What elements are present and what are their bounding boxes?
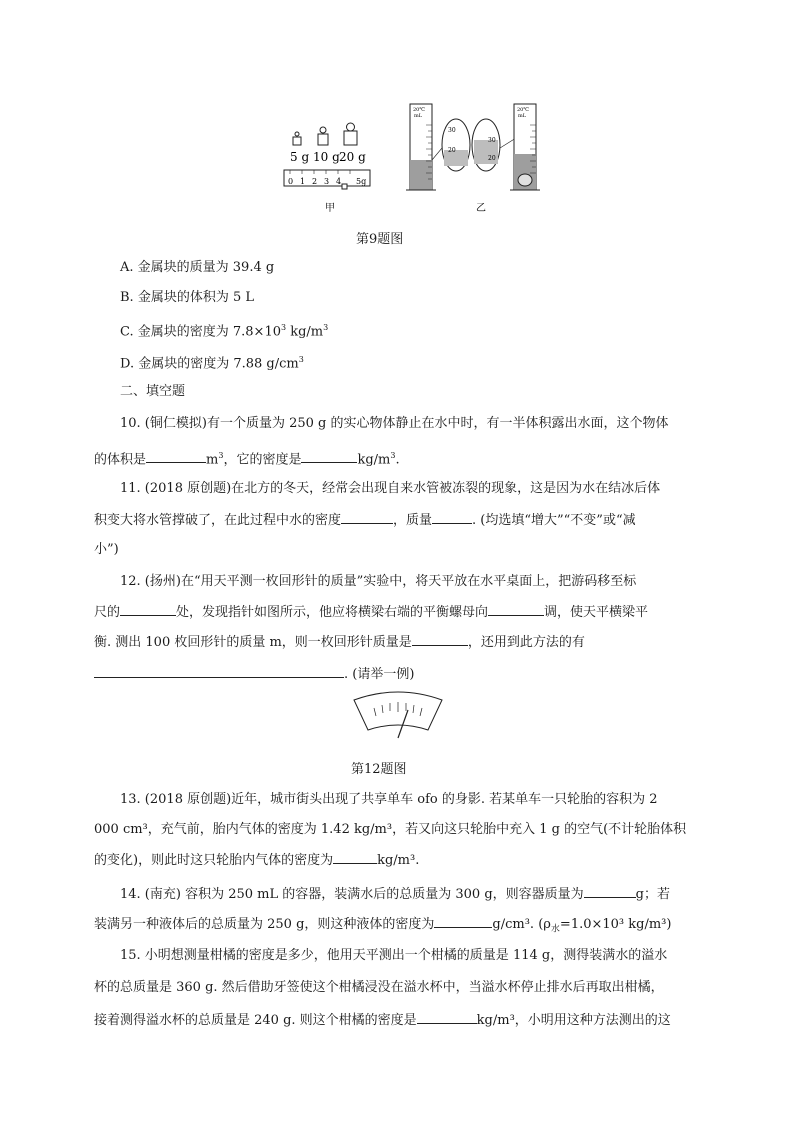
q12-text-c: 调，使天平横梁平	[544, 605, 649, 620]
weight-10g-icon	[318, 127, 328, 145]
q14-line2	[94, 914, 794, 940]
q10-text-b: m	[206, 452, 219, 468]
weight-5g-icon	[293, 132, 301, 145]
q12-blank-mass[interactable]	[412, 632, 468, 646]
cylinder-right	[510, 104, 540, 190]
ruler-tick-3: 3	[324, 177, 330, 186]
option-d-text: D. 金属块的密度为 7.88 g/cm	[120, 356, 299, 372]
q12-blank-position[interactable]	[120, 602, 176, 616]
option-c-exp: 3	[281, 323, 287, 332]
figure-label-jia: 甲	[325, 203, 335, 214]
q12-text-example: . (请举一例)	[344, 667, 415, 682]
q14-blank-density[interactable]	[434, 914, 492, 928]
q13-text-a: 的变化)，则此时这只轮胎内气体的密度为	[94, 853, 334, 868]
right-cylinder-unit: mL	[518, 113, 527, 119]
right-cylinder-temp: 20℃	[517, 107, 529, 113]
ruler-tick-5g: 5g	[356, 177, 367, 186]
left-cylinder-temp: 20℃	[413, 107, 425, 113]
ruler-ticks	[290, 170, 350, 174]
option-c-unit-exp: 3	[323, 323, 329, 332]
q11-text-b: ，质量	[393, 513, 433, 528]
option-b: B. 金属块的体积为 5 L	[120, 290, 254, 305]
figure-9-caption: 第9题图	[356, 232, 404, 247]
figure-label-yi: 乙	[476, 203, 486, 214]
q12-line4	[94, 664, 794, 685]
rider-icon	[342, 184, 347, 189]
q14-text-d: g/cm³. (ρ	[492, 917, 551, 932]
q11-text-c: . (均选填“增大”“不变”或“减	[472, 513, 636, 528]
q15-line3	[94, 1010, 794, 1031]
q12-text-a: 尺的	[94, 605, 121, 620]
q10-line1: 10. (铜仁模拟)有一个质量为 250 g 的实心物体静止在水中时，有一半体积露出水面，这个物体	[120, 416, 669, 431]
q10-line2: 的体积是 $m^3$，它的密度是 $kg/m^3$.	[94, 451, 400, 468]
q13-blank-density[interactable]	[333, 850, 377, 864]
q13-line3	[94, 850, 794, 871]
zoom-right-tick-30: 30	[488, 137, 496, 144]
figure-9-drawing	[280, 100, 550, 215]
q10-text-d: kg/m	[357, 452, 391, 468]
q12-blank-example[interactable]	[94, 664, 344, 678]
weight-label-10g: 10 g	[313, 150, 340, 164]
option-d-exp: 3	[298, 355, 304, 364]
q15-text-b: kg/m³，小明用这种方法测出的这	[476, 1013, 671, 1028]
cylinder-left	[406, 104, 436, 190]
figure-9	[280, 100, 550, 215]
q14-text-a: 14. (南充) 容积为 250 mL 的容器，装满水后的总质量为 300 g，则容器质量为	[120, 887, 584, 902]
option-d	[120, 350, 794, 374]
figure-12-caption: 第12题图	[351, 762, 407, 777]
ruler-tick-4: 4	[336, 177, 342, 186]
metal-block-icon	[518, 174, 532, 186]
q11-blank-mass[interactable]	[432, 510, 472, 524]
option-c	[120, 318, 794, 342]
option-c-text: C. 金属块的密度为 7.8×10	[120, 324, 281, 340]
q14-blank-mass[interactable]	[584, 884, 636, 898]
q12-line1: 12. (扬州)在“用天平测一枚回形针的质量”实验中，将天平放在水平桌面上，把游码移至标	[120, 574, 637, 589]
q10-text-e: .	[395, 452, 400, 468]
q10-text-a: 的体积是	[94, 452, 147, 468]
q10-blank-density[interactable]	[301, 449, 357, 463]
q14-text-e: =1.0×10³ kg/m³)	[559, 917, 672, 932]
q11-line3: 小”)	[94, 542, 119, 557]
section-heading: 二、填空题	[120, 384, 186, 399]
q14-line1	[120, 884, 794, 905]
q15-blank-density[interactable]	[417, 1010, 477, 1024]
q14-sub-water: 水	[550, 924, 560, 935]
q14-text-c: 装满另一种液体后的总质量为 250 g，则这种液体的密度为	[94, 917, 435, 932]
q12-line2	[94, 602, 794, 623]
ruler-tick-2: 2	[312, 177, 318, 186]
zoom-left-tick-30: 30	[448, 127, 456, 134]
q11-text-a: 积变大将水管撑破了，在此过程中水的密度	[94, 513, 342, 528]
q12-text-b3: ，还用到此方法的有	[467, 635, 585, 650]
weight-label-20g: 20 g	[339, 150, 366, 164]
q15-text-a: 接着测得溢水杯的总质量是 240 g. 则这个柑橘的密度是	[94, 1013, 417, 1028]
q15-line2: 杯的总质量是 360 g. 然后借助牙签使这个柑橘浸没在溢水杯中，当溢水杯停止排水后再取出柑橘，	[94, 980, 664, 995]
q15-line1: 15. 小明想测量柑橘的密度是多少，他用天平测出一个柑橘的质量是 114 g，测得装满水的溢水	[120, 948, 668, 963]
zoom-left-tick-20: 20	[448, 147, 456, 154]
q12-blank-direction[interactable]	[488, 602, 544, 616]
q11-blank-density[interactable]	[341, 510, 393, 524]
q13-text-b: kg/m³.	[377, 853, 420, 868]
q14-text-b: g；若	[635, 887, 670, 902]
q12-line3	[94, 632, 794, 653]
weight-20g-icon	[344, 123, 357, 145]
q11-line1: 11. (2018 原创题)在北方的冬天，经常会出现自来水管被冻裂的现象，这是因为水在结冰后体	[120, 481, 661, 496]
q12-text-b: 处，发现指针如图所示，他应将横梁右端的平衡螺母向	[176, 605, 489, 620]
option-a: A. 金属块的质量为 39.4 g	[120, 260, 275, 275]
q10-text-c: ，它的密度是	[223, 452, 302, 468]
figure-12	[348, 690, 448, 742]
q10-blank-volume[interactable]	[146, 449, 206, 463]
weight-label-5g: 5 g	[290, 150, 310, 164]
ruler-tick-0: 0	[288, 177, 294, 186]
ruler-tick-1: 1	[300, 177, 306, 186]
q12-text-a3: 衡. 测出 100 枚回形针的质量 m，则一枚回形针质量是	[94, 635, 412, 650]
q13-line1: 13. (2018 原创题)近年，城市街头出现了共享单车 ofo 的身影. 若某单车一只轮胎的容积为 2	[120, 792, 658, 807]
left-cylinder-unit: mL	[414, 113, 423, 119]
q13-line2: 000 cm³，充气前，胎内气体的密度为 1.42 kg/m³，若又向这只轮胎中充入 1 g 的空气(不计轮胎体积	[94, 822, 687, 837]
option-c-unit: kg/m	[286, 324, 324, 340]
zoom-right-tick-20: 20	[488, 155, 496, 162]
q11-line2	[94, 510, 794, 531]
balance-dial-icon	[348, 690, 448, 742]
